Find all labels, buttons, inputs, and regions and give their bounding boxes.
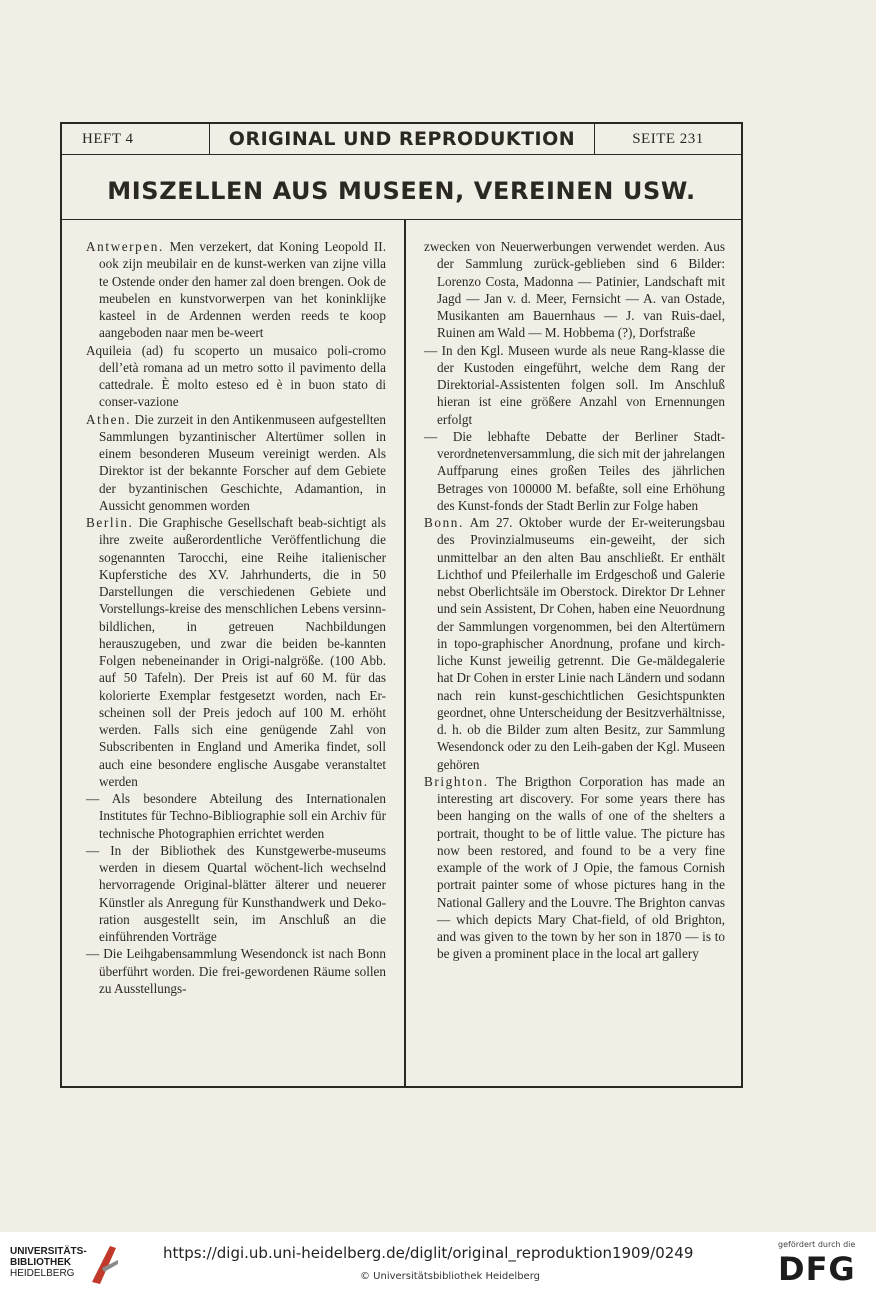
- entry: [86, 238, 386, 342]
- library-name-line2: BIBLIOTHEK: [10, 1257, 72, 1268]
- entry: [424, 514, 725, 773]
- entry: [424, 238, 725, 342]
- dfg-logo: DFG: [778, 1250, 856, 1288]
- entry-text: Am 27. Oktober wurde der Er-weiterungsbau des Provinzialmuseums ein-geweiht, der sich unmittelbar an den alten Bau anschließt. Er enthält Lichthof und Pfeilerhalle im Erdgeschoß und Galerie nebst Oberlichtsäle im Oberstock. Direktor Dr Lehner und sein Assistent, Dr Cohen, haben eine Neuordnung der Sammlungen vorgenommen, bei den Altertümern in topo-graphischer Anordnung, profane und kirch-liche Kunst jeweilig getrennt. Die Ge-mäldegalerie hat Dr Cohen in erster Linie nach Ländern und sodann nach rein kunst-geschichtlichen Gesichtspunkten geordnet, ohne Unterscheidung der Besitzverhältnisse, d. h. ob die Bilder zum alten Besitz, zur Sammlung Wesendonck oder zu den Leih-gaben der Kgl. Museen gehören: [437, 515, 725, 772]
- entry-text: — Die lebhafte Debatte der Berliner Stadt-verordnetenversammlung, die sich mit der jahrelangen Auffparung eines großen Teiles des jährlichen Betrages von 100000 M. befaßte, soll eine Erhöhung des Kunst-fonds der Stadt Berlin zur Folge haben: [424, 428, 725, 513]
- entry: [86, 842, 386, 946]
- viewer-footer: [0, 1232, 876, 1295]
- copyright-notice: © Universitätsbibliothek Heidelberg: [359, 1271, 540, 1282]
- permalink-url[interactable]: https://digi.ub.uni-heidelberg.de/diglit/original_reproduktion1909/0249: [163, 1244, 694, 1262]
- entry-text: — In der Bibliothek des Kunstgewerbe-museums werden in diesem Quartal wöchent-lich wechselnd hervorragende Original-blätter älterer und neuerer Künstler als Anregung für Kunsthandwerk und Deko-ration ausgestellt sein, im Anschluß an die einführenden Vorträge: [86, 842, 386, 944]
- entry-keyword: Antwerpen.: [86, 239, 164, 254]
- entry-text: Men verzekert, dat Koning Leopold II. ook zijn meubilair en de kunst-werken van zijne villa te Ostende onder den hamer zal doen brengen. Ook de meubelen en kunstvorwerpen van het koninklijke kasteel in de Ardennen werden reeds te koop aangeboden naar men be-weert: [99, 239, 386, 341]
- entry-text: (ad) fu scoperto un musaico poli-cromo dell’età romana ad un metro sotto il pavimento della cattedrale. È molto esteso ed è in buon stato di conser-vazione: [99, 342, 386, 410]
- right-column: [424, 238, 725, 963]
- journal-title: ORIGINAL UND REPRODUKTION: [228, 128, 576, 150]
- entry: [86, 411, 386, 515]
- entry-keyword: Athen.: [86, 411, 132, 427]
- entry-text: Die Graphische Gesellschaft beab-sichtigt als ihre zweite außerordentliche Veröffentlichung die sogenannten Tarocchi, eine Reihe italienischer Kupferstiche des XV. Jahrhunderts, die in 50 Darstellungen die verschiedenen Gebiete und Vorstellungs-kreise des menschlichen Lebens versinn-bildlichen, in getreuen Nachbildungen herauszugeben, und zwar die beiden be-kannten Folgen nebeneinander in Origi-nalgröße. (100 Abb. auf 50 Tafeln). Der Preis ist auf 60 M. für das kolorierte Exemplar festgesetzt worden, nach Er-scheinen soll der Preis jedoch auf 100 M. erhöht werden. Falls sich eine genügende Zahl von Subscribenten in England und Amerika findet, soll auch eine besondere englische Ausgabe veranstaltet werden: [99, 515, 386, 789]
- entry-keyword: Bonn.: [424, 515, 464, 530]
- entry: [424, 342, 725, 428]
- section-title: MISZELLEN AUS MUSEEN, VEREINEN USW.: [62, 162, 741, 220]
- entry: [424, 773, 725, 963]
- funding-note: gefördert durch die: [778, 1240, 856, 1249]
- entry-text: zwecken von Neuerwerbungen verwendet werden. Aus der Sammlung zurück-geblieben sind 6 Bilder: Lorenzo Costa, Madonna — Patinier, Landschaft mit Jagd — Jan v. d. Meer, Fernsicht — A. van Ostade, Musikanten am Bauernhaus — J. van Ruis-dael, Ruinen am Wald — M. Hobbema (?), Dorfstraße: [424, 239, 725, 341]
- entry: [86, 945, 386, 997]
- entry-keyword: Aquileia: [86, 342, 132, 358]
- entry: [86, 342, 386, 411]
- entry-text: The Brigthon Corporation has made an interesting art discovery. For some years there has been hanging on the walls of one of the shelters a portrait, thought to be of little value. The picture has now been restored, and found to be a very fine example of the work of J Opie, the famous Cornish portrait painter some of whose pictures hang in the National Gallery and the Louvre. The Brighton canvas — which depicts Mary Chat-field, of old Brighton, and was given to the town by her son in 1870 — is to be given a prominent place in the local art gallery: [437, 773, 725, 962]
- library-name-line3: HEIDELBERG: [10, 1268, 75, 1279]
- entry-text: — Als besondere Abteilung des Internationalen Institutes für Techno-Bibliographie soll ein Archiv für technische Photographien errichtet werden: [86, 791, 386, 841]
- entry-keyword: Brighton.: [424, 773, 489, 789]
- page-number: SEITE 231: [594, 124, 741, 154]
- column-divider: [404, 220, 406, 1088]
- library-logo-icon: [88, 1238, 120, 1288]
- entry-keyword: Berlin.: [86, 515, 134, 530]
- running-header: [62, 124, 741, 155]
- library-logo-text: [10, 1246, 87, 1279]
- left-column: [86, 238, 386, 997]
- entry-text: — In den Kgl. Museen wurde als neue Rang-klasse die der Kustoden eingeführt, welche dem Rang der Direktorial-Assistenten folgen soll. Im Anschluß hieran ist eine größere Anzahl von Ernennungen erfolgt: [424, 342, 725, 427]
- issue-label: HEFT 4: [62, 124, 210, 154]
- entry: [86, 790, 386, 842]
- entry-text: — Die Leihgabensammlung Wesendonck ist nach Bonn überführt worden. Die frei-gewordenen Räume sollen zu Ausstellungs-: [86, 946, 386, 996]
- entry: [86, 514, 386, 790]
- entry: [424, 428, 725, 514]
- entry-text: Die zurzeit in den Antikenmuseen aufgestellten Sammlungen byzantinischer Altertümer sollen in einem besonderen Museum vereinigt werden. Als Direktor ist der bekannte Forscher auf dem Gebiete der byzantinischen Geschichte, Adamantion, in Aussicht genommen worden: [99, 411, 386, 513]
- library-name-line1: UNIVERSITÄTS-: [10, 1246, 87, 1257]
